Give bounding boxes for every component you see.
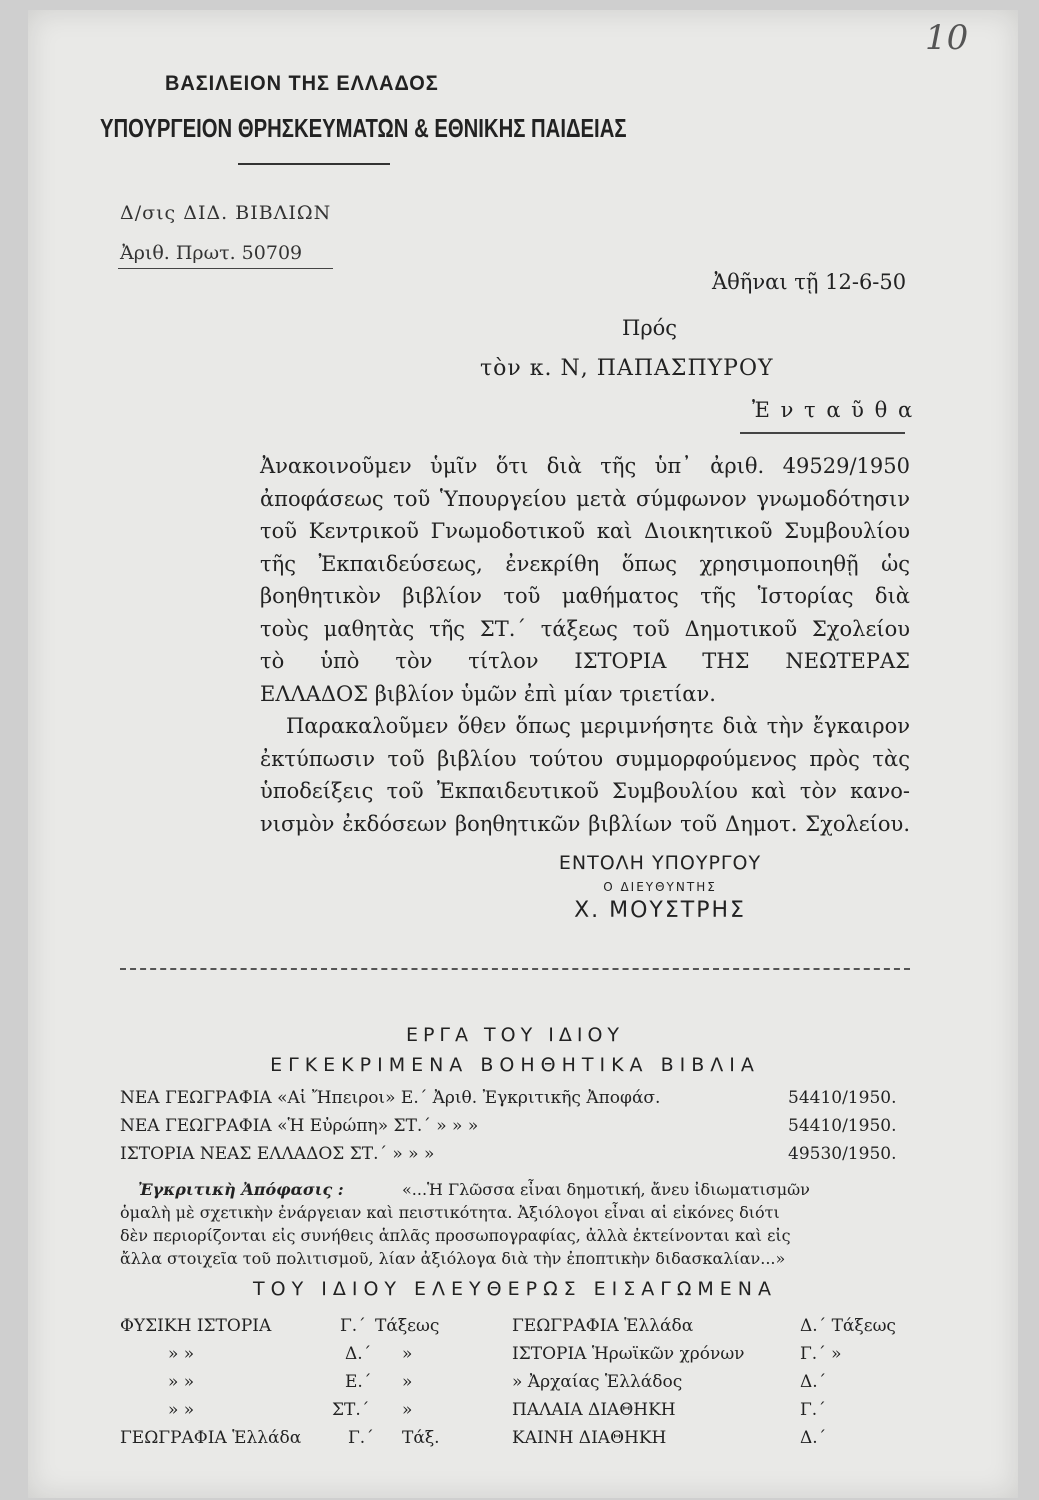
free-left-class: » [402,1372,413,1392]
body-line: τοῦ Κεντρικοῦ Γνωμοδοτικοῦ καὶ Διοικητικοῦ Συμβουλίου [260,519,910,543]
recipient-underline [740,432,905,434]
work-number: 49530/1950. [788,1144,897,1164]
body-line: Ἀνακοινοῦμεν ὑμῖν ὅτι διὰ τῆς ὑπ᾽ ἀριθ. 49529/1950 [260,454,910,478]
work-row [120,1116,478,1136]
header-kingdom: ΒΑΣΙΛΕΙΟΝ ΤΗΣ ΕΛΛΑΔΟΣ [165,72,439,95]
free-left-grade: Ε.΄ [345,1372,372,1392]
free-left-class: Τάξ. [402,1428,440,1448]
recipient-name: τὸν κ. Ν, ΠΑΠΑΣΠΥΡΟΥ [480,356,774,381]
recipient-place: Ἐ ν τ α ῦ θ α [752,398,915,422]
free-left-title: » » [168,1372,195,1392]
free-left-title: » » [168,1400,195,1420]
body-line: ἀποφάσεως τοῦ Ὑπουργείου μετὰ σύμφωνον γνωμοδότησιν [260,486,910,511]
free-right-grade: Δ.΄ [800,1428,827,1448]
signature-name: Χ. ΜΟΥΣΤΡΗΣ [574,898,746,923]
signature-order: ΕΝΤΟΛΗ ΥΠΟΥΡΓΟΥ [558,852,762,874]
header-divider [238,163,390,165]
body-line: τοὺς μαθητὰς τῆς ΣΤ.΄ τάξεως τοῦ Δημοτικοῦ Σχολείου [260,616,910,641]
section-separator [120,968,910,970]
approval-line: δὲν περιορίζονται εἰς συνήθεις ἁπλᾶς προσωπογραφίας, ἀλλὰ ἐκτείνονται καὶ εἰς [120,1226,791,1245]
approval-label: Ἐγκριτικὴ Ἀπόφασις : [138,1180,344,1199]
free-left-grade: Γ.΄ [348,1428,374,1448]
free-left-title: ΦΥΣΙΚΗ ΙΣΤΟΡΙΑ [120,1316,272,1336]
work-title: ΙΣΤΟΡΙΑ ΝΕΑΣ ΕΛΛΑΔΟΣ ΣΤ.΄ » » » [120,1144,435,1164]
free-right-title: ΚΑΙΝΗ ΔΙΑΘΗΚΗ [512,1428,667,1448]
signature-role: Ο ΔΙΕΥΘΥΝΤΗΣ [603,880,717,894]
free-left-class: » [402,1344,413,1364]
page-number-handwritten: 10 [925,18,969,58]
works-title: ΕΡΓΑ ΤΟΥ ΙΔΙΟΥ [405,1024,625,1046]
header-ministry: ΥΠΟΥΡΓΕΙΟΝ ΘΡΗΣΚΕΥΜΑΤΩΝ & ΕΘΝΙΚΗΣ ΠΑΙΔΕΙΑΣ [100,113,627,143]
free-left-grade: Γ.΄ [340,1316,366,1336]
body-line: ἐκτύπωσιν τοῦ βιβλίου τούτου συμμορφούμενος πρὸς τὰς [260,746,910,771]
body-line: νισμὸν ἐκδόσεων βοηθητικῶν βιβλίων τοῦ Δημοτ. Σχολείου. [260,811,910,836]
approval-line: ἄλλα στοιχεῖα τοῦ πολιτισμοῦ, λίαν ἀξιόλογα διὰ τὴν ἐποπτικὴν διδασκαλίαν...» [120,1249,786,1268]
free-right-title: ΠΑΛΑΙΑ ΔΙΑΘΗΚΗ [512,1400,676,1420]
free-left-class: Τάξεως [375,1316,440,1336]
works-subtitle: ΕΓΚΕΚΡΙΜΕΝΑ ΒΟΗΘΗΤΙΚΑ ΒΙΒΛΙΑ [270,1054,760,1076]
body-line: τὸ ὑπὸ τὸν τίτλον ΙΣΤΟΡΙΑ ΤΗΣ ΝΕΩΤΕΡΑΣ [260,649,910,673]
body-line: ὑποδείξεις τοῦ Ἐκπαιδευτικοῦ Συμβουλίου καὶ τὸν κανο- [260,779,910,803]
work-number: 54410/1950. [788,1088,897,1108]
department-label: Δ/σις ΔΙΔ. ΒΙΒΛΙΩΝ [120,202,332,224]
body-line: Παρακαλοῦμεν ὅθεν ὅπως μεριμνήσητε διὰ τὴν ἔγκαιρον [286,714,910,738]
work-number: 54410/1950. [788,1116,897,1136]
letter-date: Ἀθῆναι τῇ 12-6-50 [712,270,907,294]
free-left-grade: Δ.΄ [345,1344,372,1364]
free-left-grade: ΣΤ.΄ [332,1400,370,1420]
free-right-title: ΙΣΤΟΡΙΑ Ἡρωϊκῶν χρόνων [512,1344,745,1364]
body-line: τῆς Ἐκπαιδεύσεως, ἐνεκρίθη ὅπως χρησιμοποιηθῇ ὡς [260,551,910,576]
free-right-title: » Ἀρχαίας Ἑλλάδος [512,1372,683,1392]
free-left-class: » [402,1400,413,1420]
recipient-pros: Πρός [622,316,678,340]
protocol-underline [118,268,333,269]
free-right-grade: Γ.΄ » [800,1344,842,1364]
work-row [120,1088,660,1108]
free-right-grade: Δ.΄ [800,1372,827,1392]
free-left-title: » » [168,1344,195,1364]
free-right-grade: Δ.΄ Τάξεως [800,1316,896,1336]
free-works-title: ΤΟΥ ΙΔΙΟΥ ΕΛΕΥΘΕΡΩΣ ΕΙΣΑΓΩΜΕΝΑ [253,1278,777,1300]
letter-body [260,450,910,840]
work-title: ΝΕΑ ΓΕΩΓΡΑΦΙΑ «Ἡ Εὐρώπη» ΣΤ.΄ » » » [120,1116,479,1136]
approval-line: ὁμαλὴ μὲ σχετικὴν ἐνάργειαν καὶ πειστικότητα. Ἀξιόλογοι εἶναι αἱ εἰκόνες διότι [120,1203,780,1222]
protocol-number: Ἀριθ. Πρωτ. 50709 [120,242,303,264]
approval-line: «...Ἡ Γλῶσσα εἶναι δημοτική, ἄνευ ἰδιωματισμῶν [402,1180,810,1199]
work-title: ΝΕΑ ΓΕΩΓΡΑΦΙΑ «Αἱ Ἤπειροι» Ε.΄ Ἀριθ. Ἐγκριτικῆς Ἀποφάσ. [120,1088,661,1108]
free-left-title: ΓΕΩΓΡΑΦΙΑ Ἑλλάδα [120,1428,302,1448]
free-right-grade: Γ.΄ [800,1400,826,1420]
free-right-title: ΓΕΩΓΡΑΦΙΑ Ἑλλάδα [512,1316,694,1336]
work-row [120,1144,434,1164]
body-line: βοηθητικὸν βιβλίον τοῦ μαθήματος τῆς Ἱστορίας διὰ [260,584,910,608]
body-line: ΕΛΛΑΔΟΣ βιβλίον ὑμῶν ἐπὶ μίαν τριετίαν. [260,681,716,706]
